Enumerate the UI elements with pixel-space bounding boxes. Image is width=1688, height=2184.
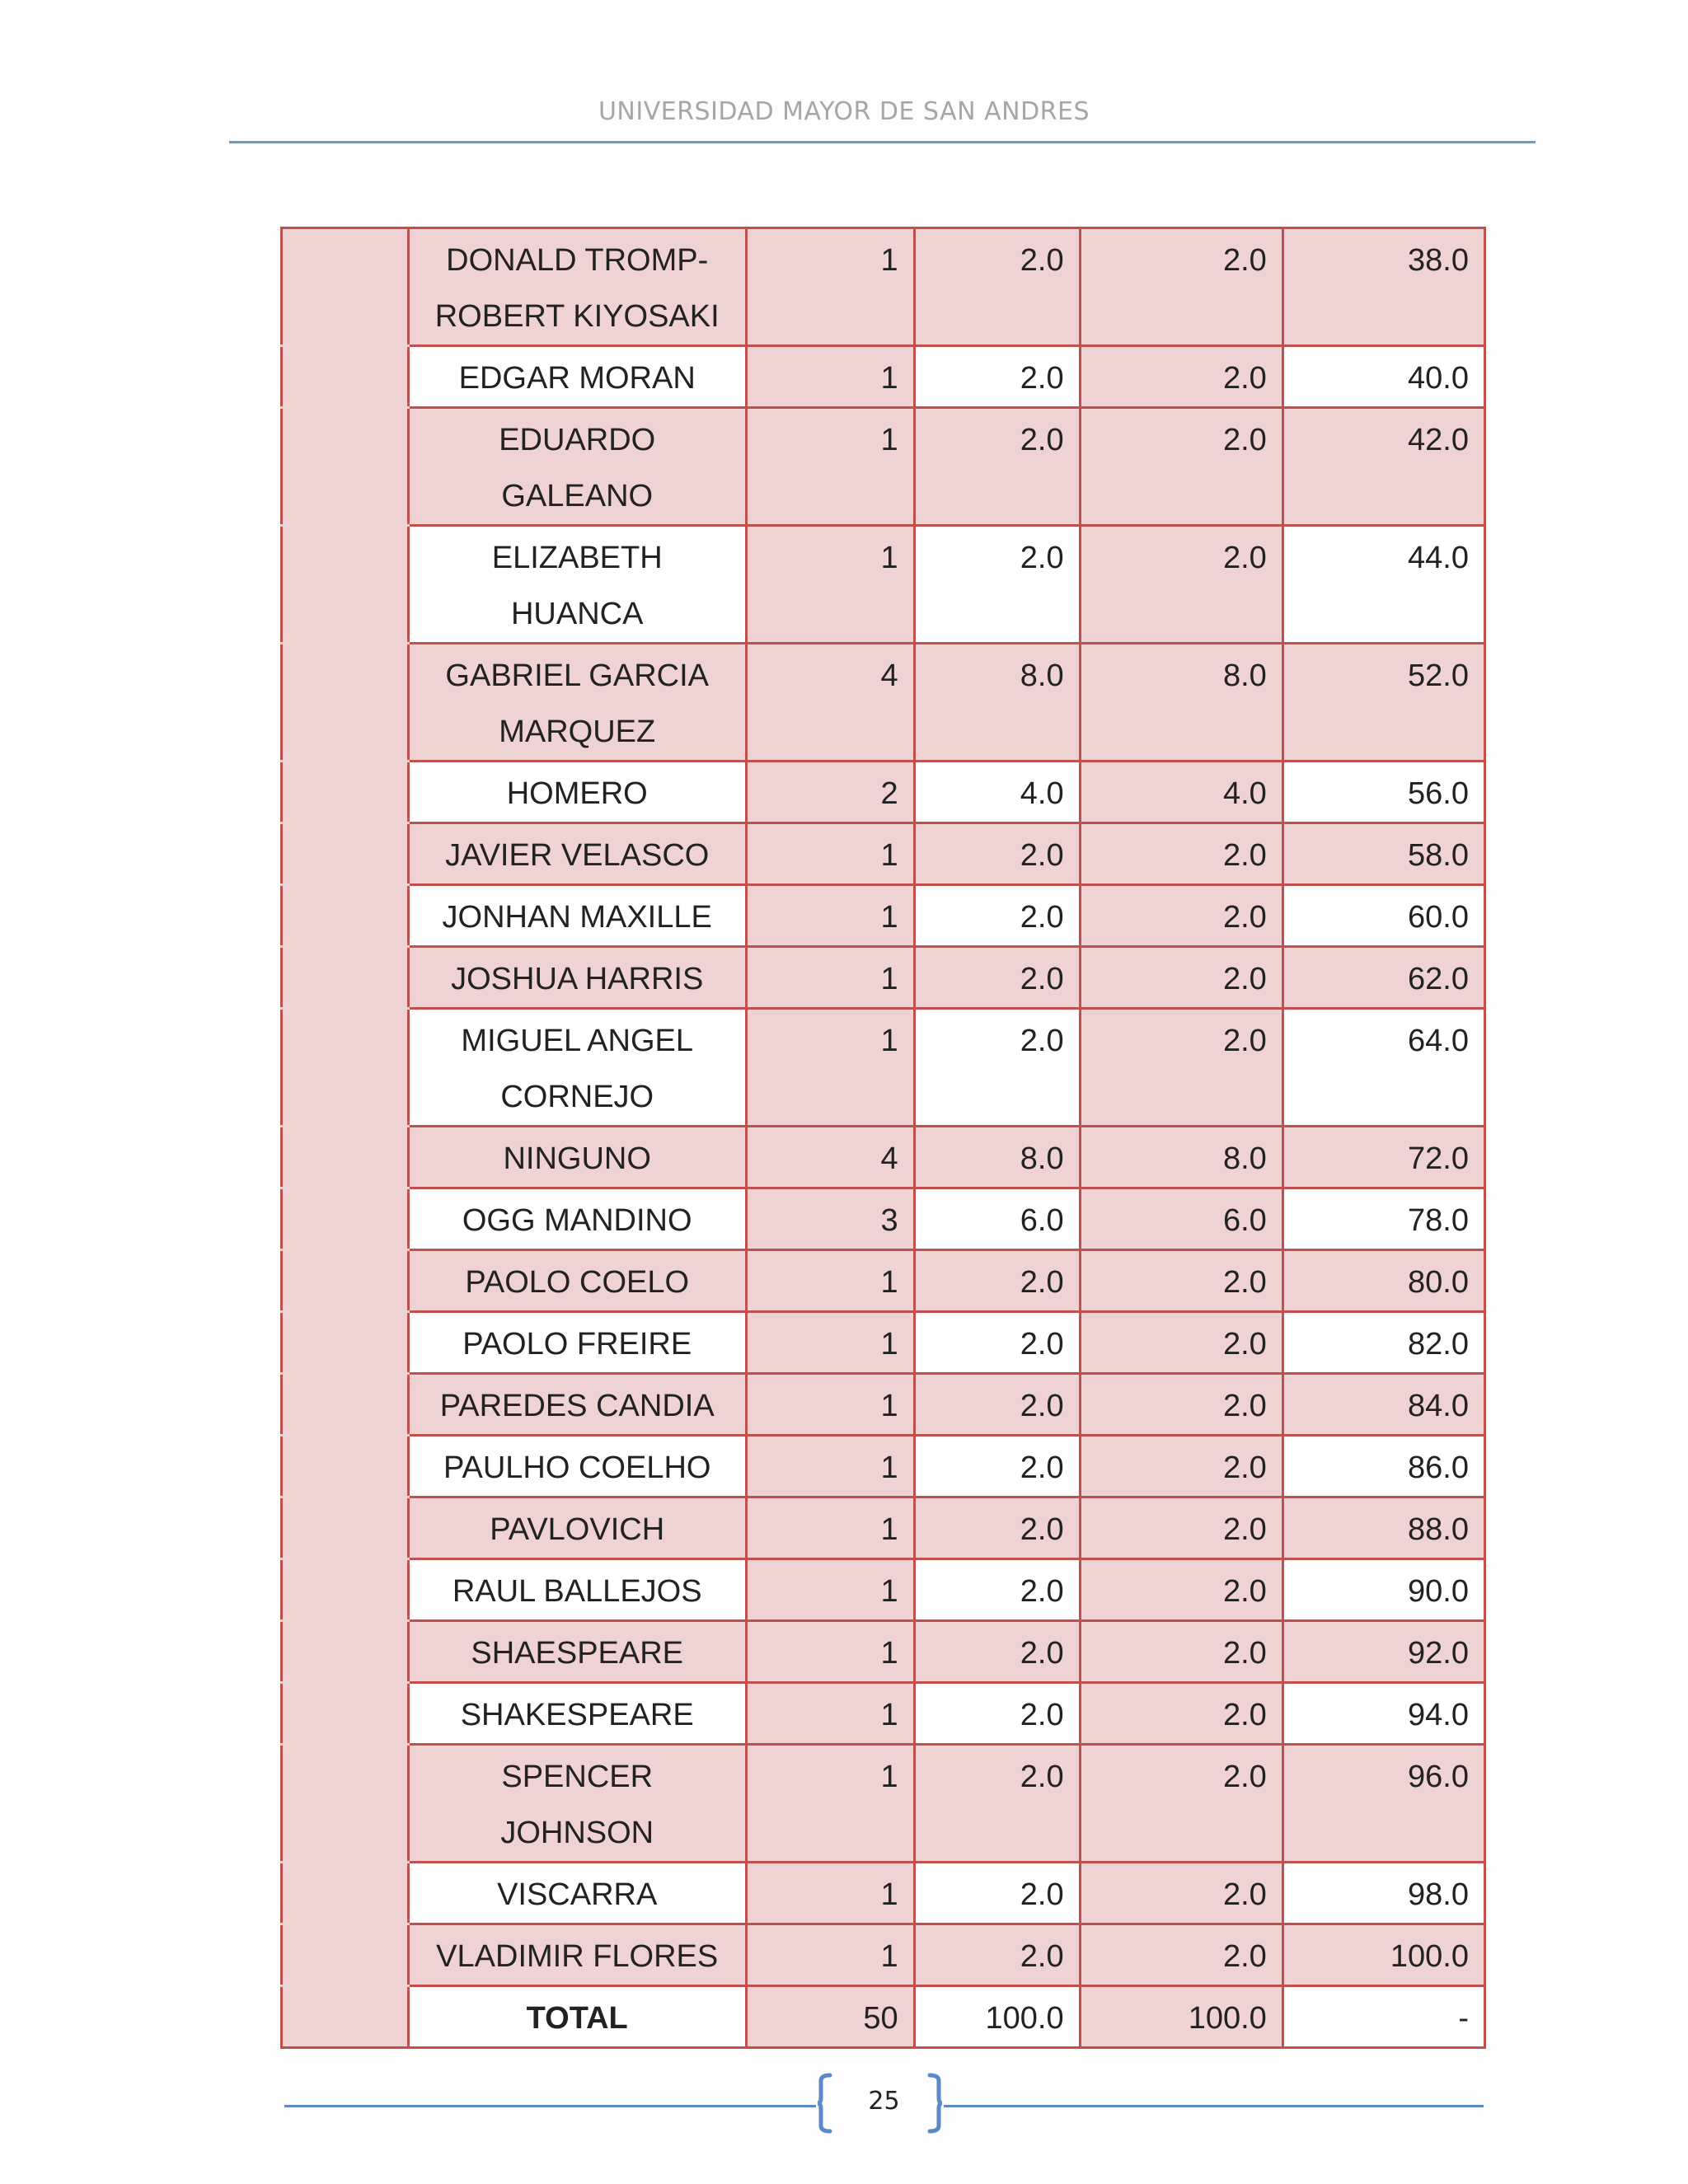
row-group-cell [282,1683,409,1745]
page-header-title: UNIVERSIDAD MAYOR DE SAN ANDRES [598,97,1090,126]
percent-cell: 2.0 [914,1621,1080,1683]
table-row [282,346,1485,408]
valid-percent-cell: 2.0 [1080,346,1282,408]
valid-percent-cell: 2.0 [1080,1009,1282,1127]
cumulative-percent-cell: 98.0 [1282,1863,1484,1924]
percent-cell: 2.0 [914,1312,1080,1374]
author-name-cell: SHAESPEARE [408,1621,746,1683]
table-row [282,1436,1485,1497]
row-group-cell [282,1436,409,1497]
percent-cell: 2.0 [914,228,1080,346]
row-group-cell [282,1621,409,1683]
author-name-cell: PAOLO FREIRE [408,1312,746,1374]
author-name-cell: VISCARRA [408,1863,746,1924]
frequency-table [280,227,1486,2049]
valid-percent-cell: 4.0 [1080,762,1282,823]
cumulative-percent-cell: 58.0 [1282,823,1484,885]
valid-percent-cell: 2.0 [1080,526,1282,644]
row-group-cell [282,1986,409,2048]
author-name-cell: PAVLOVICH [408,1497,746,1559]
table-row [282,644,1485,762]
row-group-cell [282,526,409,644]
row-group-cell [282,408,409,526]
row-group-cell [282,346,409,408]
frequency-cell: 1 [746,1745,914,1863]
cumulative-percent-cell: 42.0 [1282,408,1484,526]
table-row [282,1559,1485,1621]
author-name-cell: PAOLO COELO [408,1250,746,1312]
cumulative-percent-cell: 100.0 [1282,1924,1484,1986]
table-row [282,1374,1485,1436]
percent-cell: 6.0 [914,1188,1080,1250]
table-row [282,762,1485,823]
percent-cell: 8.0 [914,1127,1080,1188]
author-name-cell: OGG MANDINO [408,1188,746,1250]
footer-divider-right [944,2105,1484,2107]
cumulative-percent-cell: 96.0 [1282,1745,1484,1863]
percent-cell: 4.0 [914,762,1080,823]
row-group-cell [282,1127,409,1188]
valid-percent-cell: 8.0 [1080,644,1282,762]
valid-percent-cell: 2.0 [1080,1312,1282,1374]
row-group-cell [282,228,409,346]
percent-cell: 2.0 [914,1374,1080,1436]
cumulative-percent-cell: 56.0 [1282,762,1484,823]
frequency-cell: 1 [746,1009,914,1127]
frequency-cell: 4 [746,644,914,762]
author-name-cell: ELIZABETH HUANCA [408,526,746,644]
frequency-cell: 1 [746,346,914,408]
table-row [282,885,1485,947]
valid-percent-cell: 2.0 [1080,1436,1282,1497]
author-name-cell: HOMERO [408,762,746,823]
frequency-cell: 1 [746,1497,914,1559]
author-name-cell: JOSHUA HARRIS [408,947,746,1009]
author-name-cell: PAREDES CANDIA [408,1374,746,1436]
valid-percent-cell: 2.0 [1080,1863,1282,1924]
row-group-cell [282,1745,409,1863]
percent-cell: 2.0 [914,526,1080,644]
table-row [282,408,1485,526]
percent-cell: 8.0 [914,644,1080,762]
frequency-cell: 2 [746,762,914,823]
author-name-cell: SPENCER JOHNSON [408,1745,746,1863]
row-group-cell [282,1559,409,1621]
row-group-cell [282,1374,409,1436]
author-name-cell: GABRIEL GARCIA MARQUEZ [408,644,746,762]
table-row [282,1497,1485,1559]
frequency-cell: 1 [746,1621,914,1683]
percent-cell: 2.0 [914,885,1080,947]
table-row [282,526,1485,644]
percent-cell: 2.0 [914,1745,1080,1863]
percent-cell: 2.0 [914,947,1080,1009]
table-row [282,1127,1485,1188]
table-row [282,1924,1485,1986]
footer-right-brace-icon [927,2073,944,2134]
percent-cell: 2.0 [914,1009,1080,1127]
author-name-cell: VLADIMIR FLORES [408,1924,746,1986]
table-row [282,1250,1485,1312]
header-divider [229,141,1536,143]
author-name-cell: DONALD TROMP- ROBERT KIYOSAKI [408,228,746,346]
percent-cell: 100.0 [914,1986,1080,2048]
cumulative-percent-cell: 84.0 [1282,1374,1484,1436]
author-name-cell: NINGUNO [408,1127,746,1188]
author-name-cell: JAVIER VELASCO [408,823,746,885]
row-group-cell [282,762,409,823]
valid-percent-cell: 6.0 [1080,1188,1282,1250]
frequency-cell: 3 [746,1188,914,1250]
frequency-cell: 4 [746,1127,914,1188]
percent-cell: 2.0 [914,346,1080,408]
frequency-cell: 1 [746,1312,914,1374]
footer-divider-left [284,2105,816,2107]
author-name-cell: EDUARDO GALEANO [408,408,746,526]
row-group-cell [282,1497,409,1559]
valid-percent-cell: 2.0 [1080,1683,1282,1745]
cumulative-percent-cell: 80.0 [1282,1250,1484,1312]
table-row [282,1188,1485,1250]
frequency-cell: 1 [746,408,914,526]
page-number: 25 [868,2087,900,2116]
cumulative-percent-cell: 52.0 [1282,644,1484,762]
author-name-cell: MIGUEL ANGEL CORNEJO [408,1009,746,1127]
valid-percent-cell: 2.0 [1080,947,1282,1009]
cumulative-percent-cell: 44.0 [1282,526,1484,644]
table-row [282,228,1485,346]
valid-percent-cell: 2.0 [1080,1745,1282,1863]
frequency-cell: 1 [746,1374,914,1436]
cumulative-percent-cell: - [1282,1986,1484,2048]
valid-percent-cell: 2.0 [1080,228,1282,346]
cumulative-percent-cell: 82.0 [1282,1312,1484,1374]
table-row [282,1683,1485,1745]
valid-percent-cell: 2.0 [1080,885,1282,947]
percent-cell: 2.0 [914,823,1080,885]
row-group-cell [282,644,409,762]
author-name-cell: RAUL BALLEJOS [408,1559,746,1621]
cumulative-percent-cell: 78.0 [1282,1188,1484,1250]
cumulative-percent-cell: 72.0 [1282,1127,1484,1188]
valid-percent-cell: 2.0 [1080,1497,1282,1559]
row-group-cell [282,885,409,947]
table-row [282,1745,1485,1863]
valid-percent-cell: 8.0 [1080,1127,1282,1188]
frequency-cell: 1 [746,1436,914,1497]
frequency-cell: 1 [746,1924,914,1986]
table-row [282,1312,1485,1374]
valid-percent-cell: 100.0 [1080,1986,1282,2048]
row-group-cell [282,823,409,885]
author-name-cell: JONHAN MAXILLE [408,885,746,947]
table-total-row [282,1986,1485,2048]
percent-cell: 2.0 [914,1436,1080,1497]
row-group-cell [282,1250,409,1312]
author-name-cell: SHAKESPEARE [408,1683,746,1745]
frequency-cell: 1 [746,823,914,885]
frequency-cell: 1 [746,526,914,644]
cumulative-percent-cell: 94.0 [1282,1683,1484,1745]
cumulative-percent-cell: 86.0 [1282,1436,1484,1497]
row-group-cell [282,1924,409,1986]
frequency-cell: 1 [746,1863,914,1924]
frequency-cell: 1 [746,947,914,1009]
cumulative-percent-cell: 88.0 [1282,1497,1484,1559]
percent-cell: 2.0 [914,1683,1080,1745]
table-row [282,947,1485,1009]
frequency-cell: 1 [746,1250,914,1312]
cumulative-percent-cell: 64.0 [1282,1009,1484,1127]
table-row [282,823,1485,885]
table-row [282,1009,1485,1127]
percent-cell: 2.0 [914,1924,1080,1986]
frequency-cell: 1 [746,885,914,947]
valid-percent-cell: 2.0 [1080,1559,1282,1621]
frequency-cell: 1 [746,1559,914,1621]
percent-cell: 2.0 [914,408,1080,526]
frequency-cell: 50 [746,1986,914,2048]
cumulative-percent-cell: 40.0 [1282,346,1484,408]
cumulative-percent-cell: 90.0 [1282,1559,1484,1621]
valid-percent-cell: 2.0 [1080,1374,1282,1436]
valid-percent-cell: 2.0 [1080,1250,1282,1312]
table-body [282,228,1485,2048]
row-group-cell [282,1188,409,1250]
author-name-cell: TOTAL [408,1986,746,2048]
author-name-cell: PAULHO COELHO [408,1436,746,1497]
cumulative-percent-cell: 92.0 [1282,1621,1484,1683]
percent-cell: 2.0 [914,1497,1080,1559]
cumulative-percent-cell: 62.0 [1282,947,1484,1009]
frequency-cell: 1 [746,228,914,346]
valid-percent-cell: 2.0 [1080,1621,1282,1683]
percent-cell: 2.0 [914,1250,1080,1312]
cumulative-percent-cell: 60.0 [1282,885,1484,947]
row-group-cell [282,1009,409,1127]
frequency-cell: 1 [746,1683,914,1745]
percent-cell: 2.0 [914,1863,1080,1924]
row-group-cell [282,1312,409,1374]
valid-percent-cell: 2.0 [1080,408,1282,526]
cumulative-percent-cell: 38.0 [1282,228,1484,346]
table-row [282,1863,1485,1924]
valid-percent-cell: 2.0 [1080,823,1282,885]
valid-percent-cell: 2.0 [1080,1924,1282,1986]
author-name-cell: EDGAR MORAN [408,346,746,408]
row-group-cell [282,1863,409,1924]
row-group-cell [282,947,409,1009]
percent-cell: 2.0 [914,1559,1080,1621]
table-row [282,1621,1485,1683]
